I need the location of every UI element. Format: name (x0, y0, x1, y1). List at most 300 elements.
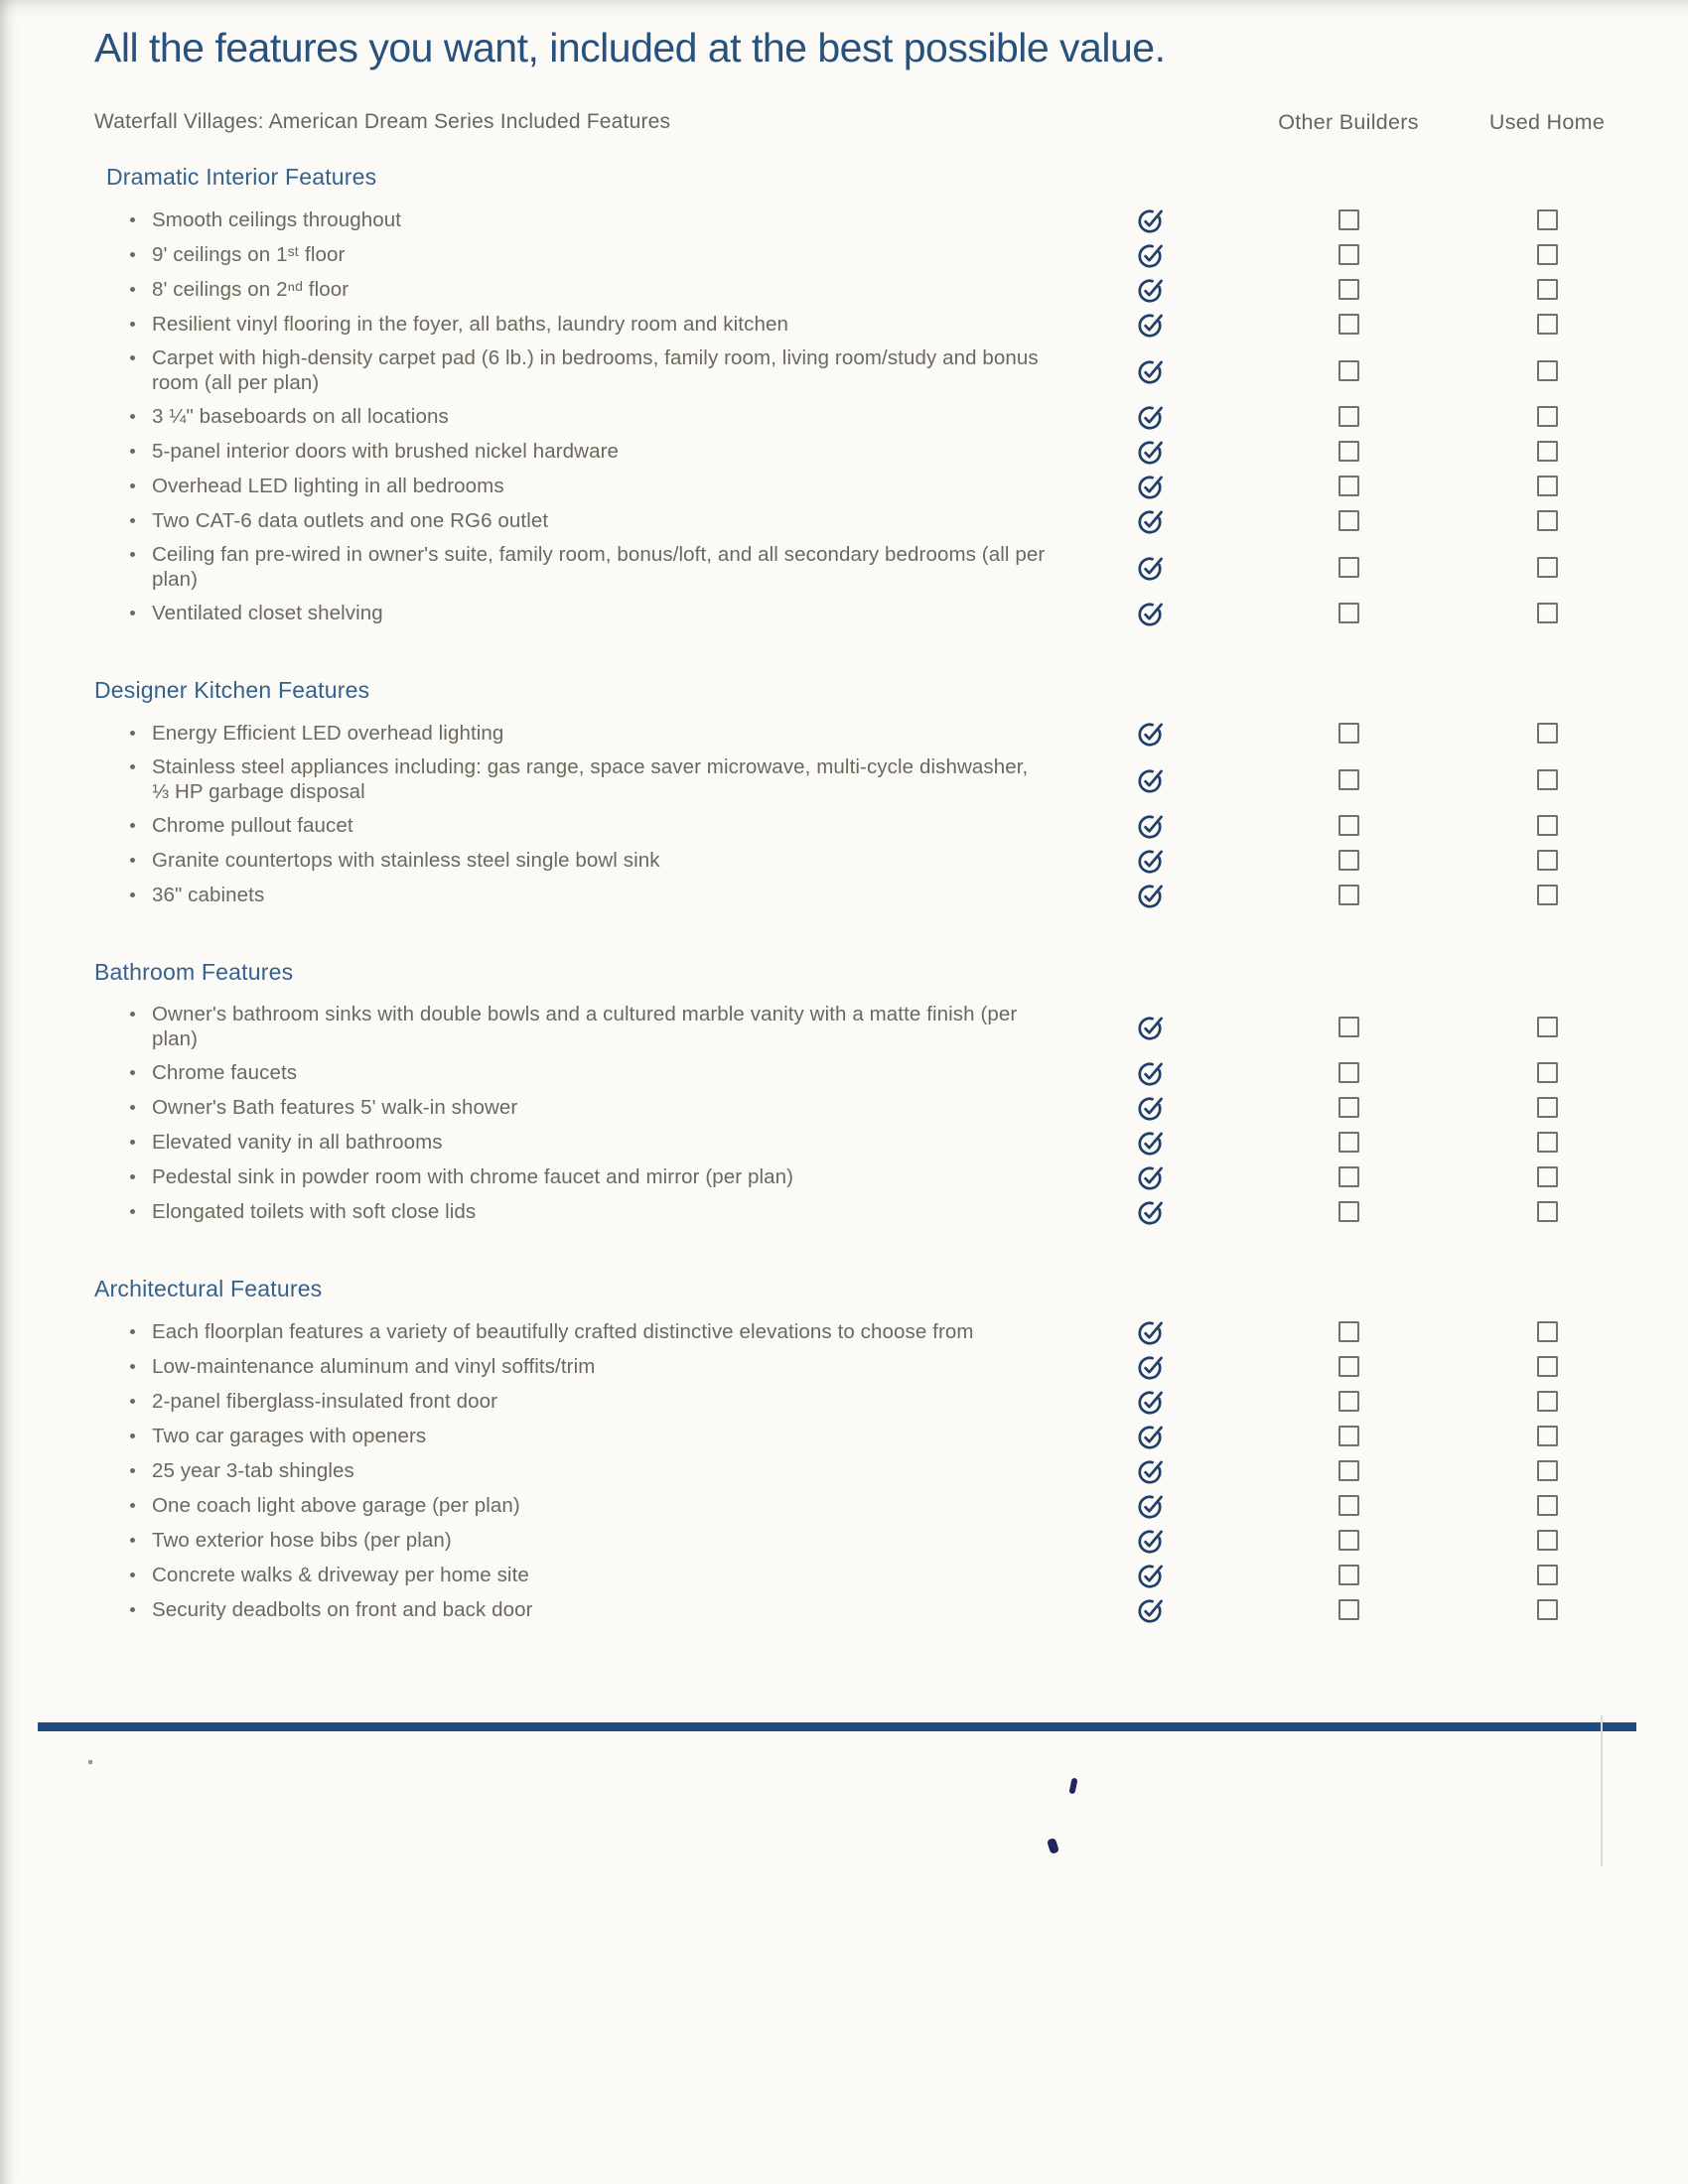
feature-row (94, 808, 1646, 843)
empty-checkbox-icon (1537, 1356, 1558, 1377)
other-builders-cell (1249, 1062, 1448, 1083)
empty-checkbox-icon (1338, 1391, 1359, 1412)
feature-label: Ventilated closet shelving (152, 602, 383, 624)
other-builders-cell (1249, 1426, 1448, 1446)
check-circle-icon (1137, 720, 1164, 747)
empty-checkbox-icon (1537, 1565, 1558, 1585)
included-cell (1051, 1423, 1249, 1449)
feature-text-cell (94, 312, 1051, 337)
feature-text-cell (94, 345, 1051, 395)
feature-row (94, 1125, 1646, 1160)
check-circle-icon (1137, 1198, 1164, 1225)
bullet-icon (130, 1493, 152, 1518)
feature-text-cell (94, 848, 1051, 873)
check-circle-icon (1137, 1562, 1164, 1588)
other-builders-cell (1249, 314, 1448, 335)
check-circle-icon (1137, 206, 1164, 233)
feature-row (94, 341, 1646, 399)
used-home-cell (1448, 1391, 1646, 1412)
bullet-icon (130, 1199, 152, 1224)
bullet-icon (130, 277, 152, 302)
empty-checkbox-icon (1537, 279, 1558, 300)
empty-checkbox-icon (1338, 279, 1359, 300)
other-builders-cell (1249, 603, 1448, 623)
other-builders-cell (1249, 1321, 1448, 1342)
feature-text-cell (94, 1493, 1051, 1518)
empty-checkbox-icon (1338, 1132, 1359, 1153)
bullet-icon (130, 721, 152, 746)
section-heading: Architectural Features (94, 1276, 323, 1301)
empty-checkbox-icon (1537, 360, 1558, 381)
included-cell (1051, 1562, 1249, 1588)
used-home-cell (1448, 1017, 1646, 1037)
included-cell (1051, 1492, 1249, 1519)
used-home-cell (1448, 1460, 1646, 1481)
bullet-icon (130, 312, 152, 337)
feature-text-cell (94, 1389, 1051, 1414)
included-cell (1051, 311, 1249, 338)
feature-row (94, 469, 1646, 503)
used-home-cell (1448, 1356, 1646, 1377)
other-builders-cell (1249, 1166, 1448, 1187)
check-circle-icon (1137, 1596, 1164, 1623)
feature-text-cell (94, 813, 1051, 838)
included-cell (1051, 276, 1249, 303)
bullet-icon (130, 601, 152, 625)
empty-checkbox-icon (1537, 510, 1558, 531)
feature-row (94, 1194, 1646, 1229)
other-builders-cell (1249, 769, 1448, 790)
feature-label: Smooth ceilings throughout (152, 208, 402, 231)
empty-checkbox-icon (1537, 1201, 1558, 1222)
bullet-icon (130, 813, 152, 838)
feature-label: Low-maintenance aluminum and vinyl soffits/trim (152, 1355, 596, 1378)
used-home-cell (1448, 1201, 1646, 1222)
feature-row (94, 1314, 1646, 1349)
check-circle-icon (1137, 1163, 1164, 1190)
used-home-cell (1448, 406, 1646, 427)
included-cell (1051, 1596, 1249, 1623)
feature-row (94, 538, 1646, 596)
feature-label: Concrete walks & driveway per home site (152, 1564, 529, 1586)
feature-row (94, 878, 1646, 912)
used-home-cell (1448, 1495, 1646, 1516)
used-home-cell (1448, 1132, 1646, 1153)
scan-artifact-line (1601, 1715, 1603, 1866)
empty-checkbox-icon (1537, 557, 1558, 578)
empty-checkbox-icon (1537, 406, 1558, 427)
empty-checkbox-icon (1537, 1062, 1558, 1083)
section-heading: Designer Kitchen Features (94, 677, 370, 703)
other-builders-cell (1249, 360, 1448, 381)
other-builders-cell (1249, 244, 1448, 265)
feature-row (94, 1055, 1646, 1090)
included-cell (1051, 438, 1249, 465)
empty-checkbox-icon (1338, 723, 1359, 744)
included-cell (1051, 473, 1249, 499)
feature-label: Two CAT-6 data outlets and one RG6 outlet (152, 509, 549, 532)
used-home-cell (1448, 244, 1646, 265)
feature-text-cell (94, 542, 1051, 592)
feature-text-cell (94, 1354, 1051, 1379)
included-cell (1051, 720, 1249, 747)
empty-checkbox-icon (1338, 1017, 1359, 1037)
bullet-icon (130, 1060, 152, 1085)
empty-checkbox-icon (1338, 1097, 1359, 1118)
feature-label: Carpet with high-density carpet pad (6 lb.) in bedrooms, family room, living room/study and bonus room (all per plan) (152, 346, 1039, 394)
empty-checkbox-icon (1537, 885, 1558, 905)
feature-text-cell (94, 721, 1051, 746)
used-home-cell (1448, 850, 1646, 871)
feature-label: 8' ceilings on 2ⁿᵈ floor (152, 278, 350, 301)
empty-checkbox-icon (1338, 603, 1359, 623)
included-cell (1051, 1353, 1249, 1380)
bullet-icon (130, 207, 152, 232)
feature-row (94, 434, 1646, 469)
included-cell (1051, 1059, 1249, 1086)
check-circle-icon (1137, 1094, 1164, 1121)
empty-checkbox-icon (1338, 1530, 1359, 1551)
section-items (94, 203, 1646, 630)
used-home-cell (1448, 510, 1646, 531)
feature-row (94, 716, 1646, 751)
included-cell (1051, 554, 1249, 581)
check-circle-icon (1137, 438, 1164, 465)
other-builders-cell (1249, 1495, 1448, 1516)
other-builders-cell (1249, 1599, 1448, 1620)
used-home-cell (1448, 769, 1646, 790)
feature-text-cell (94, 474, 1051, 498)
feature-label: Granite countertops with stainless steel single bowl sink (152, 849, 660, 872)
empty-checkbox-icon (1338, 510, 1359, 531)
page-content (0, 24, 1688, 1731)
empty-checkbox-icon (1537, 815, 1558, 836)
included-cell (1051, 403, 1249, 430)
feature-row (94, 272, 1646, 307)
feature-row (94, 1419, 1646, 1453)
feature-text-cell (94, 1597, 1051, 1622)
feature-row (94, 998, 1646, 1055)
empty-checkbox-icon (1338, 1321, 1359, 1342)
empty-checkbox-icon (1537, 1132, 1558, 1153)
check-circle-icon (1137, 1129, 1164, 1156)
feature-section (94, 958, 1646, 1229)
feature-label: Overhead LED lighting in all bedrooms (152, 475, 504, 497)
section-items (94, 716, 1646, 912)
empty-checkbox-icon (1537, 850, 1558, 871)
feature-text-cell (94, 754, 1051, 804)
bullet-icon (130, 1095, 152, 1120)
empty-checkbox-icon (1537, 1097, 1558, 1118)
check-circle-icon (1137, 1059, 1164, 1086)
check-circle-icon (1137, 1014, 1164, 1040)
feature-text-cell (94, 1060, 1051, 1085)
feature-row (94, 1384, 1646, 1419)
bullet-icon (130, 1354, 152, 1379)
feature-label: 3 ¼" baseboards on all locations (152, 405, 449, 428)
used-home-cell (1448, 314, 1646, 335)
empty-checkbox-icon (1338, 850, 1359, 871)
feature-label: 9' ceilings on 1ˢᵗ floor (152, 243, 346, 266)
used-home-cell (1448, 279, 1646, 300)
feature-row (94, 1523, 1646, 1558)
empty-checkbox-icon (1338, 244, 1359, 265)
used-home-cell (1448, 441, 1646, 462)
feature-label: Owner's bathroom sinks with double bowls and a cultured marble vanity with a matte finish (per plan) (152, 1003, 1018, 1050)
feature-text-cell (94, 1528, 1051, 1553)
feature-label: One coach light above garage (per plan) (152, 1494, 520, 1517)
empty-checkbox-icon (1338, 1356, 1359, 1377)
empty-checkbox-icon (1537, 244, 1558, 265)
scan-artifact-speck (88, 1760, 92, 1764)
empty-checkbox-icon (1338, 1460, 1359, 1481)
feature-text-cell (94, 601, 1051, 625)
feature-text-cell (94, 242, 1051, 267)
included-cell (1051, 600, 1249, 626)
included-cell (1051, 847, 1249, 874)
other-builders-cell (1249, 885, 1448, 905)
check-circle-icon (1137, 812, 1164, 839)
empty-checkbox-icon (1537, 723, 1558, 744)
feature-row (94, 1488, 1646, 1523)
feature-row (94, 1090, 1646, 1125)
check-circle-icon (1137, 403, 1164, 430)
empty-checkbox-icon (1537, 769, 1558, 790)
other-builders-cell (1249, 1097, 1448, 1118)
feature-label: 25 year 3-tab shingles (152, 1459, 354, 1482)
feature-label: Chrome pullout faucet (152, 814, 353, 837)
section-items (94, 1314, 1646, 1627)
feature-text-cell (94, 1095, 1051, 1120)
check-circle-icon (1137, 507, 1164, 534)
bullet-icon (130, 474, 152, 498)
empty-checkbox-icon (1537, 476, 1558, 496)
other-builders-cell (1249, 1530, 1448, 1551)
bullet-icon (130, 1319, 152, 1344)
empty-checkbox-icon (1338, 209, 1359, 230)
check-circle-icon (1137, 276, 1164, 303)
empty-checkbox-icon (1338, 1599, 1359, 1620)
feature-text-cell (94, 1130, 1051, 1155)
feature-label: Two car garages with openers (152, 1425, 427, 1447)
check-circle-icon (1137, 882, 1164, 908)
feature-label: Security deadbolts on front and back door (152, 1598, 533, 1621)
scan-artifact-mark (1047, 1838, 1059, 1854)
feature-text-cell (94, 1199, 1051, 1224)
empty-checkbox-icon (1338, 406, 1359, 427)
empty-checkbox-icon (1338, 815, 1359, 836)
feature-label: Ceiling fan pre-wired in owner's suite, family room, bonus/loft, and all secondary bedrooms (all per plan) (152, 543, 1046, 591)
feature-row (94, 843, 1646, 878)
feature-text-cell (94, 1458, 1051, 1483)
empty-checkbox-icon (1537, 314, 1558, 335)
check-circle-icon (1137, 1457, 1164, 1484)
other-builders-cell (1249, 1460, 1448, 1481)
bullet-icon (130, 1389, 152, 1414)
feature-text-cell (94, 1424, 1051, 1448)
bullet-icon (130, 883, 152, 907)
empty-checkbox-icon (1338, 1201, 1359, 1222)
included-cell (1051, 1094, 1249, 1121)
empty-checkbox-icon (1537, 1426, 1558, 1446)
other-builders-cell (1249, 1565, 1448, 1585)
empty-checkbox-icon (1537, 1321, 1558, 1342)
used-home-cell (1448, 1599, 1646, 1620)
bullet-icon (130, 1597, 152, 1622)
feature-label: Two exterior hose bibs (per plan) (152, 1529, 452, 1552)
feature-label: Resilient vinyl flooring in the foyer, all baths, laundry room and kitchen (152, 313, 788, 336)
bullet-icon (130, 1424, 152, 1448)
other-builders-cell (1249, 441, 1448, 462)
empty-checkbox-icon (1537, 603, 1558, 623)
feature-label: Pedestal sink in powder room with chrome faucet and mirror (per plan) (152, 1165, 794, 1188)
feature-row (94, 1592, 1646, 1627)
footer-divider-rule (38, 1722, 1636, 1731)
empty-checkbox-icon (1338, 769, 1359, 790)
included-cell (1051, 1527, 1249, 1554)
check-circle-icon (1137, 357, 1164, 384)
check-circle-icon (1137, 847, 1164, 874)
included-cell (1051, 241, 1249, 268)
included-cell (1051, 206, 1249, 233)
other-builders-cell (1249, 406, 1448, 427)
empty-checkbox-icon (1537, 1599, 1558, 1620)
bullet-icon (130, 439, 152, 464)
bullet-icon (130, 404, 152, 429)
included-cell (1051, 1388, 1249, 1415)
included-cell (1051, 1014, 1249, 1040)
check-circle-icon (1137, 766, 1164, 793)
used-home-cell (1448, 1062, 1646, 1083)
bullet-icon (130, 1130, 152, 1155)
feature-section (94, 163, 1646, 630)
used-home-cell (1448, 815, 1646, 836)
check-circle-icon (1137, 1353, 1164, 1380)
bullet-icon (130, 1164, 152, 1189)
other-builders-cell (1249, 815, 1448, 836)
feature-text-cell (94, 439, 1051, 464)
page-title: All the features you want, included at the best possible value. (94, 25, 1166, 70)
feature-text-cell (94, 883, 1051, 907)
used-home-cell (1448, 603, 1646, 623)
section-items (94, 998, 1646, 1229)
used-home-cell (1448, 1097, 1646, 1118)
check-circle-icon (1137, 473, 1164, 499)
empty-checkbox-icon (1338, 441, 1359, 462)
empty-checkbox-icon (1537, 209, 1558, 230)
section-heading: Bathroom Features (94, 959, 294, 985)
empty-checkbox-icon (1338, 1062, 1359, 1083)
feature-row (94, 596, 1646, 630)
other-builders-cell (1249, 1017, 1448, 1037)
other-builders-cell (1249, 279, 1448, 300)
feature-sections (94, 163, 1646, 1627)
feature-text-cell (94, 404, 1051, 429)
included-cell (1051, 766, 1249, 793)
check-circle-icon (1137, 554, 1164, 581)
empty-checkbox-icon (1338, 557, 1359, 578)
bullet-icon (130, 1002, 152, 1026)
included-cell (1051, 812, 1249, 839)
empty-checkbox-icon (1537, 1530, 1558, 1551)
feature-text-cell (94, 1563, 1051, 1587)
feature-row (94, 237, 1646, 272)
feature-label: Energy Efficient LED overhead lighting (152, 722, 504, 745)
used-home-cell (1448, 1426, 1646, 1446)
other-builders-cell (1249, 1391, 1448, 1412)
included-cell (1051, 1198, 1249, 1225)
empty-checkbox-icon (1338, 476, 1359, 496)
feature-text-cell (94, 1319, 1051, 1344)
feature-section (94, 676, 1646, 912)
other-builders-cell (1249, 510, 1448, 531)
check-circle-icon (1137, 241, 1164, 268)
check-circle-icon (1137, 311, 1164, 338)
used-home-cell (1448, 885, 1646, 905)
included-cell (1051, 1457, 1249, 1484)
empty-checkbox-icon (1537, 1017, 1558, 1037)
empty-checkbox-icon (1338, 1426, 1359, 1446)
feature-row (94, 1558, 1646, 1592)
empty-checkbox-icon (1338, 1166, 1359, 1187)
bullet-icon (130, 242, 152, 267)
feature-row (94, 1349, 1646, 1384)
feature-section (94, 1275, 1646, 1627)
bullet-icon (130, 1528, 152, 1553)
check-circle-icon (1137, 1527, 1164, 1554)
empty-checkbox-icon (1338, 360, 1359, 381)
feature-label: 2-panel fiberglass-insulated front door (152, 1390, 498, 1413)
section-heading: Dramatic Interior Features (106, 164, 377, 190)
feature-label: Each floorplan features a variety of beautifully crafted distinctive elevations to choose from (152, 1320, 974, 1343)
feature-label: Stainless steel appliances including: gas range, space saver microwave, multi-cycle dishwasher, ⅓ HP garbage disposal (152, 755, 1029, 803)
scan-artifact-mark (1068, 1778, 1077, 1795)
used-home-cell (1448, 360, 1646, 381)
feature-row (94, 399, 1646, 434)
check-circle-icon (1137, 1423, 1164, 1449)
feature-row (94, 1453, 1646, 1488)
included-cell (1051, 1129, 1249, 1156)
empty-checkbox-icon (1537, 1495, 1558, 1516)
other-builders-cell (1249, 476, 1448, 496)
other-builders-cell (1249, 1201, 1448, 1222)
other-builders-cell (1249, 557, 1448, 578)
included-cell (1051, 882, 1249, 908)
included-cell (1051, 1163, 1249, 1190)
feature-text-cell (94, 207, 1051, 232)
included-cell (1051, 1318, 1249, 1345)
empty-checkbox-icon (1537, 1166, 1558, 1187)
bullet-icon (130, 848, 152, 873)
used-home-cell (1448, 557, 1646, 578)
check-circle-icon (1137, 1388, 1164, 1415)
used-home-cell (1448, 723, 1646, 744)
check-circle-icon (1137, 600, 1164, 626)
bullet-icon (130, 754, 152, 779)
other-builders-cell (1249, 1356, 1448, 1377)
empty-checkbox-icon (1338, 1565, 1359, 1585)
series-label: Waterfall Villages: American Dream Series Included Features (94, 110, 671, 133)
used-home-cell (1448, 209, 1646, 230)
included-cell (1051, 507, 1249, 534)
feature-text-cell (94, 1002, 1051, 1051)
feature-row (94, 751, 1646, 808)
check-circle-icon (1137, 1318, 1164, 1345)
bullet-icon (130, 345, 152, 370)
feature-label: 5-panel interior doors with brushed nickel hardware (152, 440, 620, 463)
feature-text-cell (94, 1164, 1051, 1189)
used-home-cell (1448, 1321, 1646, 1342)
